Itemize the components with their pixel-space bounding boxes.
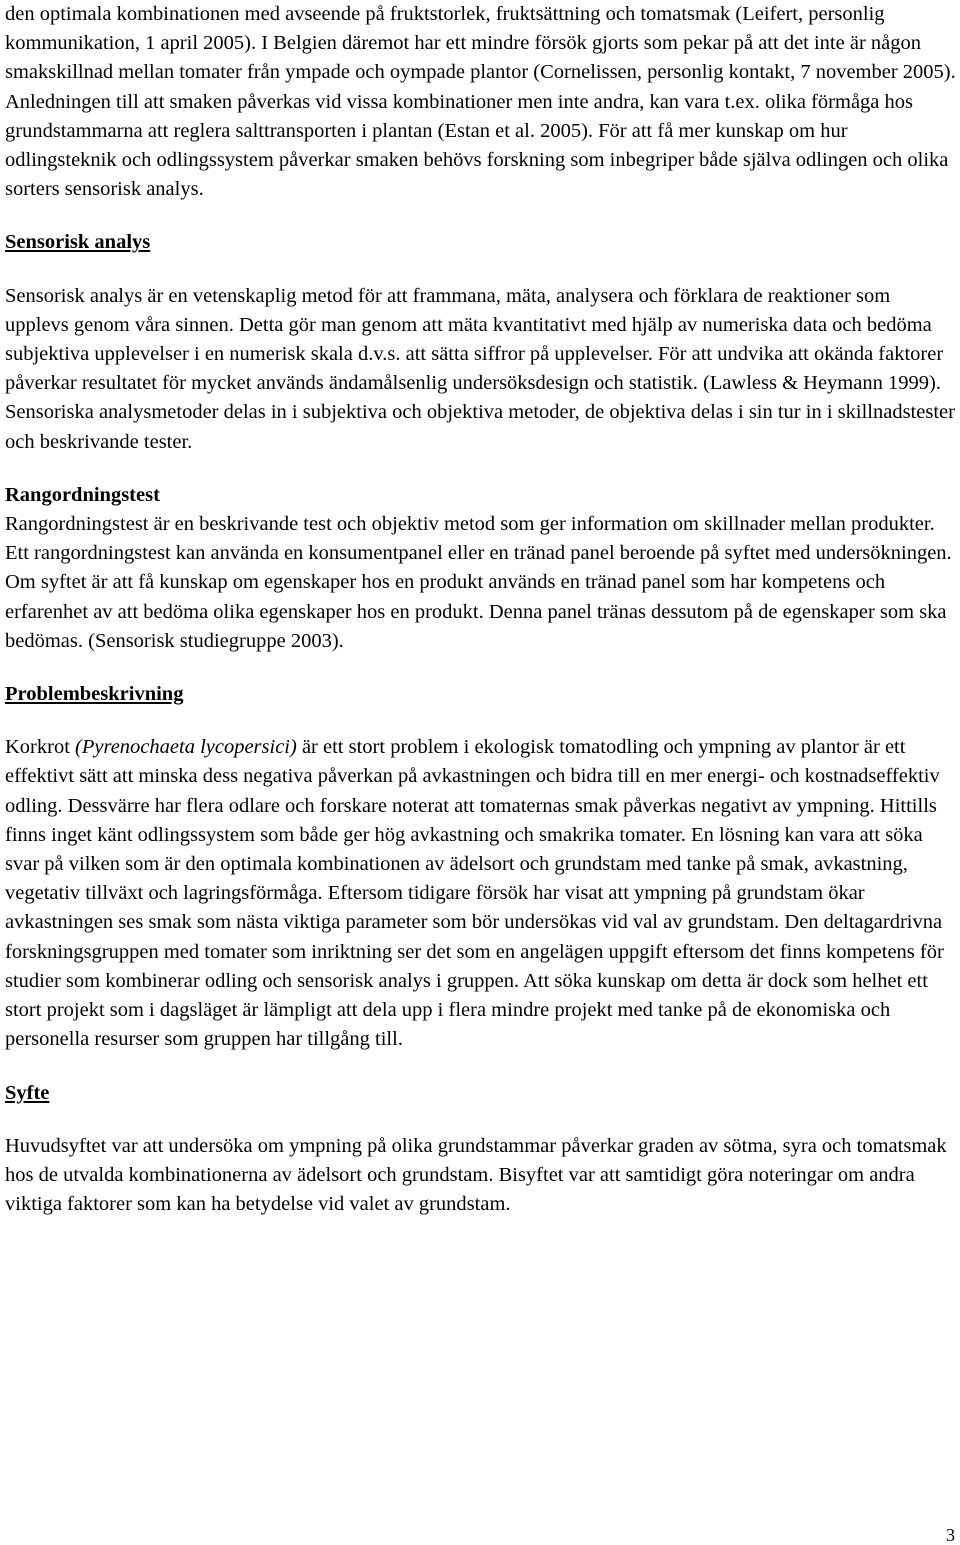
heading-syfte: Syfte xyxy=(5,1081,50,1104)
page-number: 3 xyxy=(946,1525,955,1545)
sensorisk-analys-paragraph: Sensorisk analys är en vetenskaplig metod för att frammana, mäta, analysera och förklara de reaktioner som upplevs genom våra sinnen. Detta gör man genom att mäta kvantitativt med hjälp av numeriska data och bedöma subjektiva upplevelser i en numerisk skala d.v.s. att sätta siffror på upplevelser. För att undvika att okända faktorer påverkar resultatet för mycket används ändamålsenlig undersöksdesign och statistik. (Lawless & Heymann 1999). Sensoriska analysmetoder delas in i subjektiva och objektiva metoder, de objektiva delas i sin tur in i skillnadstester och beskrivande tester. xyxy=(5,284,955,453)
problem-body: är ett stort problem i ekologisk tomatodling och ympning av plantor är ett effektivt sätt att minska dess negativa påverkan på avkastningen och bidra till en mer energi- och kostnadseffektiv odling. Dessvärre har flera odlare och forskare noterat att tomaternas smak påverkas negativt av ympning. Hittills finns inget känt odlingssystem som både ger hög avkastning och smakrika tomater. En lösning kan vara att söka svar på vilken som är den optimala kombinationen av ädelsort och grundstam med tanke på smak, avkastning, vegetativ tillväxt och lagringsförmåga. Eftersom tidigare försök har visat att ympning på grundstam ökar avkastningen ses smak som nästa viktiga parameter som bör undersökas vid val av grundstam. Den deltagardrivna forskningsgruppen med tomater som inriktning ser det som en angelägen uppgift eftersom det finns kompetens för studier som kombinerar odling och sensorisk analys i gruppen. Att söka kunskap om detta är dock som helhet ett stort projekt som i dagsläget är lämpligt att dela upp i flera mindre projekt med tanke på de ekonomiska och personella resurser som gruppen har tillgång till. xyxy=(5,736,944,1051)
heading-sensorisk-analys: Sensorisk analys xyxy=(5,231,151,254)
heading-problembeskrivning: Problembeskrivning xyxy=(5,683,184,706)
syfte-paragraph: Huvudsyftet var att undersöka om ympning på olika grundstammar påverkar graden av sötma, syra och tomatsmak hos de utvalda kombinationerna av ädelsort och grundstam. Bisyftet var att samtidigt göra noteringar om andra viktiga faktorer som kan ha betydelse vid valet av grundstam. xyxy=(5,1134,947,1216)
heading-rangordningstest: Rangordningstest xyxy=(5,483,160,506)
document-page xyxy=(5,0,957,1219)
rangordningstest-paragraph: Rangordningstest är en beskrivande test och objektiv metod som ger information om skillnader mellan produkter. Ett rangordningstest kan använda en konsumentpanel eller en tränad panel beroende på syftet med undersökningen. Om syftet är att få kunskap om egenskaper hos en produkt används en tränad panel som har kompetens och erfarenhet av att bedöma olika egenskaper hos en produkt. Denna panel tränas dessutom på de egenskaper som ska bedömas. (Sensorisk studiegruppe 2003). xyxy=(5,513,952,652)
latin-species-name: (Pyrenochaeta lycopersici) xyxy=(75,736,297,759)
problem-lead: Korkrot xyxy=(5,736,76,759)
intro-paragraph: den optimala kombinationen med avseende på fruktstorlek, fruktsättning och tomatsmak (Leifert, personlig kommunikation, 1 april 2005). I Belgien däremot har ett mindre försök gjorts som pekar på att det inte är någon smakskillnad mellan tomater från ympade och oympade plantor (Cornelissen, personlig kontakt, 7 november 2005). Anledningen till att smaken påverkas vid vissa kombinationer men inte andra, kan vara t.ex. olika förmåga hos grundstammarna att reglera salttransporten i plantan (Estan et al. 2005). För att få mer kunskap om hur odlingsteknik och odlingssystem påverkar smaken behövs forskning som inbegriper både själva odlingen och olika sorters sensorisk analys. xyxy=(5,3,956,201)
problembeskrivning-paragraph xyxy=(5,733,957,1054)
